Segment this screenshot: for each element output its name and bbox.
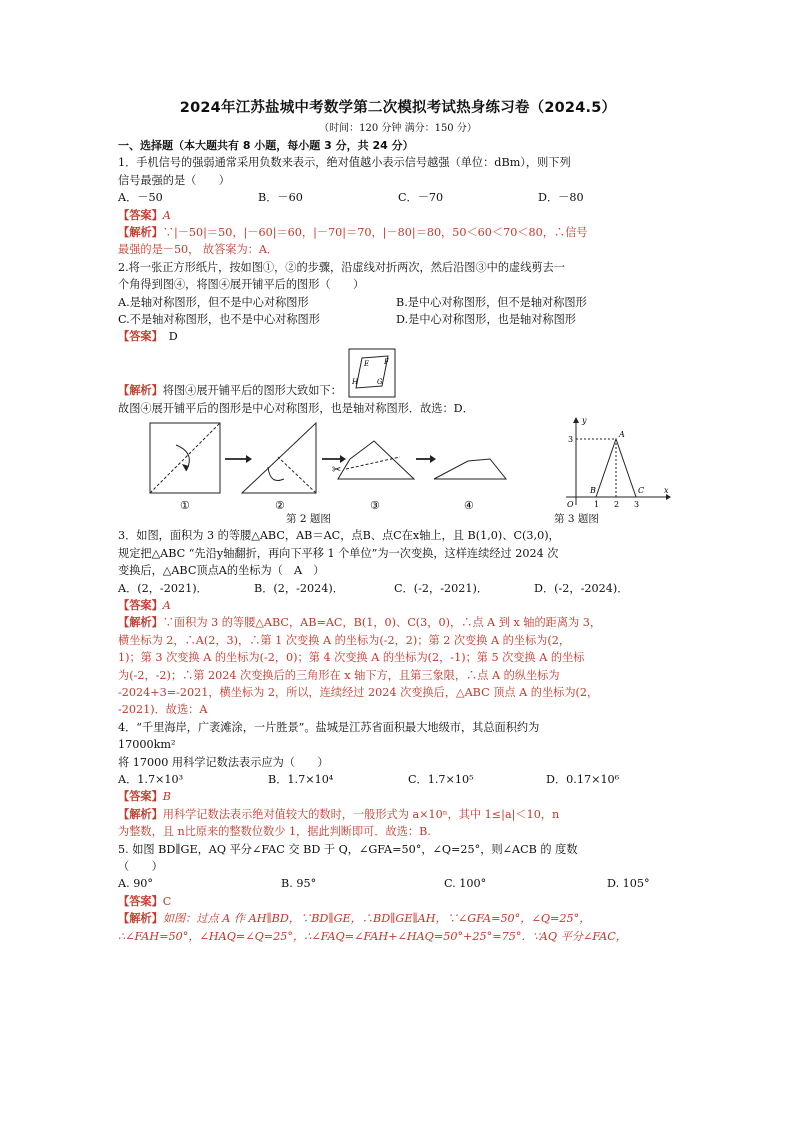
q2-analysis-line-2: 故图④展开铺平后的图形是中心对称图形，也是轴对称图形．故选：D．: [118, 401, 474, 415]
label-e: E: [363, 359, 369, 368]
q3-option-c: C．(-2，-2021)．: [394, 581, 489, 595]
q5-answer: [118, 893, 678, 910]
fig1-fold-line: [150, 423, 220, 493]
q4-analysis-line-1: 用科学记数法表示绝对值较大的数时，一般形式为 a×10ⁿ，其中 1≤|a|＜10，n: [162, 807, 560, 821]
q4-analysis-line-2: 为整数，且 n比原来的整数位数少 1，据此判断即可．故选：B.: [118, 825, 431, 839]
figures-row: [118, 417, 678, 527]
step-arrow-2-head: [340, 455, 346, 463]
q5-option-d: D. 105°: [607, 877, 650, 891]
label-h: H: [351, 377, 358, 386]
q3-analysis: [118, 614, 678, 631]
q1-option-c: C．－70: [398, 191, 444, 205]
q3-stem-line-3: 变换后，△ABC顶点A的坐标为（ A ）: [118, 564, 325, 578]
analysis-tag: 【解析】: [118, 384, 163, 398]
q2-stem-line-1: 2.将一张正方形纸片，按如图①，②的步骤，沿虚线对折两次，然后沿图③中的虚线剪去一: [118, 260, 565, 274]
section-heading: 一、选择题（本大题共有 8 小题，每小题 3 分，共 24 分）: [118, 139, 414, 152]
q1-stem-line-1: 1．手机信号的强弱通常采用负数来表示，绝对值越小表示信号越强（单位：dBm），则下列: [118, 156, 571, 170]
q5-answer-value: C: [162, 894, 172, 908]
q2-answer-value: D: [168, 330, 178, 344]
origin-label: O: [567, 500, 574, 510]
q3-option-d: D．(-2，-2024)．: [534, 581, 629, 595]
q3-option-a: A．(2，-2021)．: [118, 581, 208, 595]
q5-stem-line-2: （ ）: [118, 860, 163, 873]
y-axis-arrow: [573, 417, 579, 423]
q4-analysis: [118, 806, 678, 823]
q2-stem-line-2: 个角得到图④，将图④展开铺平后的图形（ ）: [118, 278, 365, 292]
fig2-label: ②: [275, 499, 285, 513]
q5-analysis-line-1: 如图：过点 A 作 AH∥BD，∵BD∥GE，∴BD∥GE∥AH，∵∠GFA=50°，∠Q=25°，: [162, 912, 591, 926]
fig3-caption: 第 3 题图: [554, 513, 599, 526]
q5-analysis-line-2: ∴∠FAH=50°，∠HAQ=∠Q=25°，∴∠FAQ=∠FAH+∠HAQ=50°+25°=75°．∵AQ 平分∠FAC，: [118, 929, 627, 943]
fig1-arrow-head: [182, 464, 189, 471]
q1-option-d: D．－80: [538, 191, 584, 205]
q5-options: [118, 875, 678, 892]
y-tick-3: 3: [568, 435, 574, 445]
q4-option-c: C．1.7×10⁵: [408, 772, 474, 786]
fig2-caption: 第 2 题图: [286, 513, 331, 526]
q1-stem-line-2: 信号最强的是（ ）: [118, 173, 230, 187]
q2-option-d: D.是中心对称图形，也是轴对称图形: [396, 313, 576, 327]
q4-option-b: B．1.7×10⁴: [268, 772, 334, 786]
q1-analysis-line-1: ∵|－50|＝50，|－60|＝60，|－70|＝70，|－80|＝80，50＜60＜70＜80，∴信号: [162, 226, 588, 240]
question-2: [118, 259, 678, 527]
q3-analysis-line-4: 为(-2，-2)；∴第 2024 次变换后的三角形在 x 轴下方，且第三象限，∴点 A 的纵坐标为: [118, 668, 560, 682]
x-axis-label: x: [664, 486, 669, 496]
q2-option-c: C.不是轴对称图形，也不是中心对称图形: [118, 313, 320, 327]
exam-meta: （时间：120 分钟 满分：150 分）: [319, 123, 477, 134]
q2-options-row-1: [118, 294, 678, 311]
q4-stem-line-3: 将 17000 用科学记数法表示应为（ ）: [118, 755, 329, 769]
question-5: [118, 841, 678, 945]
question-4: [118, 719, 678, 841]
q5-analysis: [118, 910, 678, 927]
question-1: [118, 154, 678, 258]
y-axis-label: y: [582, 417, 587, 426]
q4-options: [118, 771, 678, 788]
fig2-fold-arrow: [268, 467, 284, 481]
q2-option-b: B.是中心对称图形，但不是轴对称图形: [396, 295, 587, 309]
fig1-square: [150, 423, 220, 493]
label-g: G: [376, 377, 383, 386]
q2-answer: [118, 328, 678, 345]
x-tick-3: 3: [634, 500, 640, 510]
q1-analysis: [118, 224, 678, 241]
q2-analysis-line-1: 将图④展开铺平后的图形大致如下：: [162, 384, 342, 398]
exam-page: [118, 96, 678, 945]
q1-option-a: A．－50: [118, 191, 163, 205]
fig4-shape: [434, 459, 506, 479]
q3-analysis-line-3: 1)；第 3 次变换 A 的坐标为(-2，0)；第 4 次变换 A 的坐标为(2，-1)；第 5 次变换 A 的坐标: [118, 651, 585, 665]
answer-tag: 【答案】: [118, 894, 163, 908]
q4-stem-line-1: 4．“千里海岸，广袤滩涂，一片胜景”。盐城是江苏省面积最大地级市，其总面积约为: [118, 720, 540, 734]
q3-analysis-line-5: -2024+3=-2021，横坐标为 2，所以，连续经过 2024 次变换后，△ABC 顶点 A 的坐标为(2，: [118, 685, 599, 699]
q3-options: [118, 580, 678, 597]
step-arrow-3-head: [430, 455, 436, 463]
q4-stem-line-2: 17000km²: [118, 738, 176, 752]
q4-option-a: A．1.7×10³: [118, 772, 184, 786]
q1-options: [118, 189, 678, 206]
unfolded-shape-figure: [348, 348, 396, 398]
answer-tag: 【答案】: [118, 208, 163, 222]
q2-options-row-2: [118, 311, 678, 328]
analysis-tag: 【解析】: [118, 807, 163, 821]
step-arrow-1-head: [246, 455, 252, 463]
q2-option-a: A.是轴对称图形，但不是中心对称图形: [118, 295, 309, 309]
q4-answer-value: B: [162, 790, 171, 804]
q5-stem-line-1: 5. 如图 BD∥GE，AQ 平分∠FAC 交 BD 于 Q，∠GFA=50°，∠Q=25°，则∠ACB 的 度数: [118, 842, 578, 856]
q3-option-b: B．(2，-2024)．: [254, 581, 344, 595]
fig3-cut-line: [346, 457, 400, 469]
q1-analysis-line-2: 最强的是－50， 故答案为：A．: [118, 243, 279, 257]
q3-stem-line-1: 3．如图，面积为 3 的等腰△ABC，AB＝AC，点B、点C在x轴上，且 B(1,0)、C(3,0)，: [118, 529, 560, 543]
point-c-label: C: [638, 486, 645, 496]
q5-option-a: A. 90°: [118, 877, 154, 891]
q3-analysis-line-1: ∵面积为 3 的等腰△ABC，AB=AC，B(1，0)、C(3，0)，∴点 A 到 x 轴的距离为 3，: [162, 616, 602, 630]
analysis-tag: 【解析】: [118, 912, 163, 926]
q1-option-b: B．－60: [258, 191, 303, 205]
answer-tag: 【答案】: [118, 790, 163, 804]
question-3: [118, 527, 678, 718]
analysis-tag: 【解析】: [118, 616, 163, 630]
answer-tag: 【答案】: [118, 598, 163, 612]
q3-analysis-line-6: -2021)．故选：A: [118, 703, 208, 717]
point-b-label: B: [590, 486, 596, 496]
fig3-shape: [338, 441, 414, 479]
q2-analysis: [118, 346, 678, 400]
q3-answer-value: A: [162, 598, 171, 612]
fig3-label: ③: [370, 499, 380, 513]
q3-answer: [118, 597, 678, 614]
q1-answer: [118, 207, 678, 224]
label-f: F: [383, 357, 389, 366]
q4-answer: [118, 788, 678, 805]
fig4-label: ④: [464, 499, 474, 513]
fig1-label: ①: [180, 499, 190, 513]
page-title: 2024年江苏盐城中考数学第二次模拟考试热身练习卷（2024.5）: [179, 100, 617, 116]
figures-svg: [118, 417, 678, 513]
fig2-fold-line: [278, 457, 316, 493]
q4-option-d: D．0.17×10⁶: [546, 772, 620, 786]
analysis-tag: 【解析】: [118, 226, 163, 240]
q5-option-b: B. 95°: [281, 877, 317, 891]
x-tick-2: 2: [614, 500, 620, 510]
scissors-icon: ✂: [332, 463, 342, 477]
q3-stem-line-2: 规定把△ABC “先沿y轴翻折，再向下平移 1 个单位”为一次变换，这样连续经过 2024 次: [118, 546, 559, 560]
q1-answer-value: A: [162, 208, 171, 222]
point-a-label: A: [619, 430, 625, 440]
answer-tag: 【答案】: [118, 330, 163, 344]
q5-option-c: C. 100°: [444, 877, 487, 891]
q3-analysis-line-2: 横坐标为 2，∴A(2，3)，∴第 1 次变换 A 的坐标为(-2，2)；第 2 次变换 A 的坐标为(2，: [118, 633, 571, 647]
x-tick-1: 1: [594, 500, 600, 510]
